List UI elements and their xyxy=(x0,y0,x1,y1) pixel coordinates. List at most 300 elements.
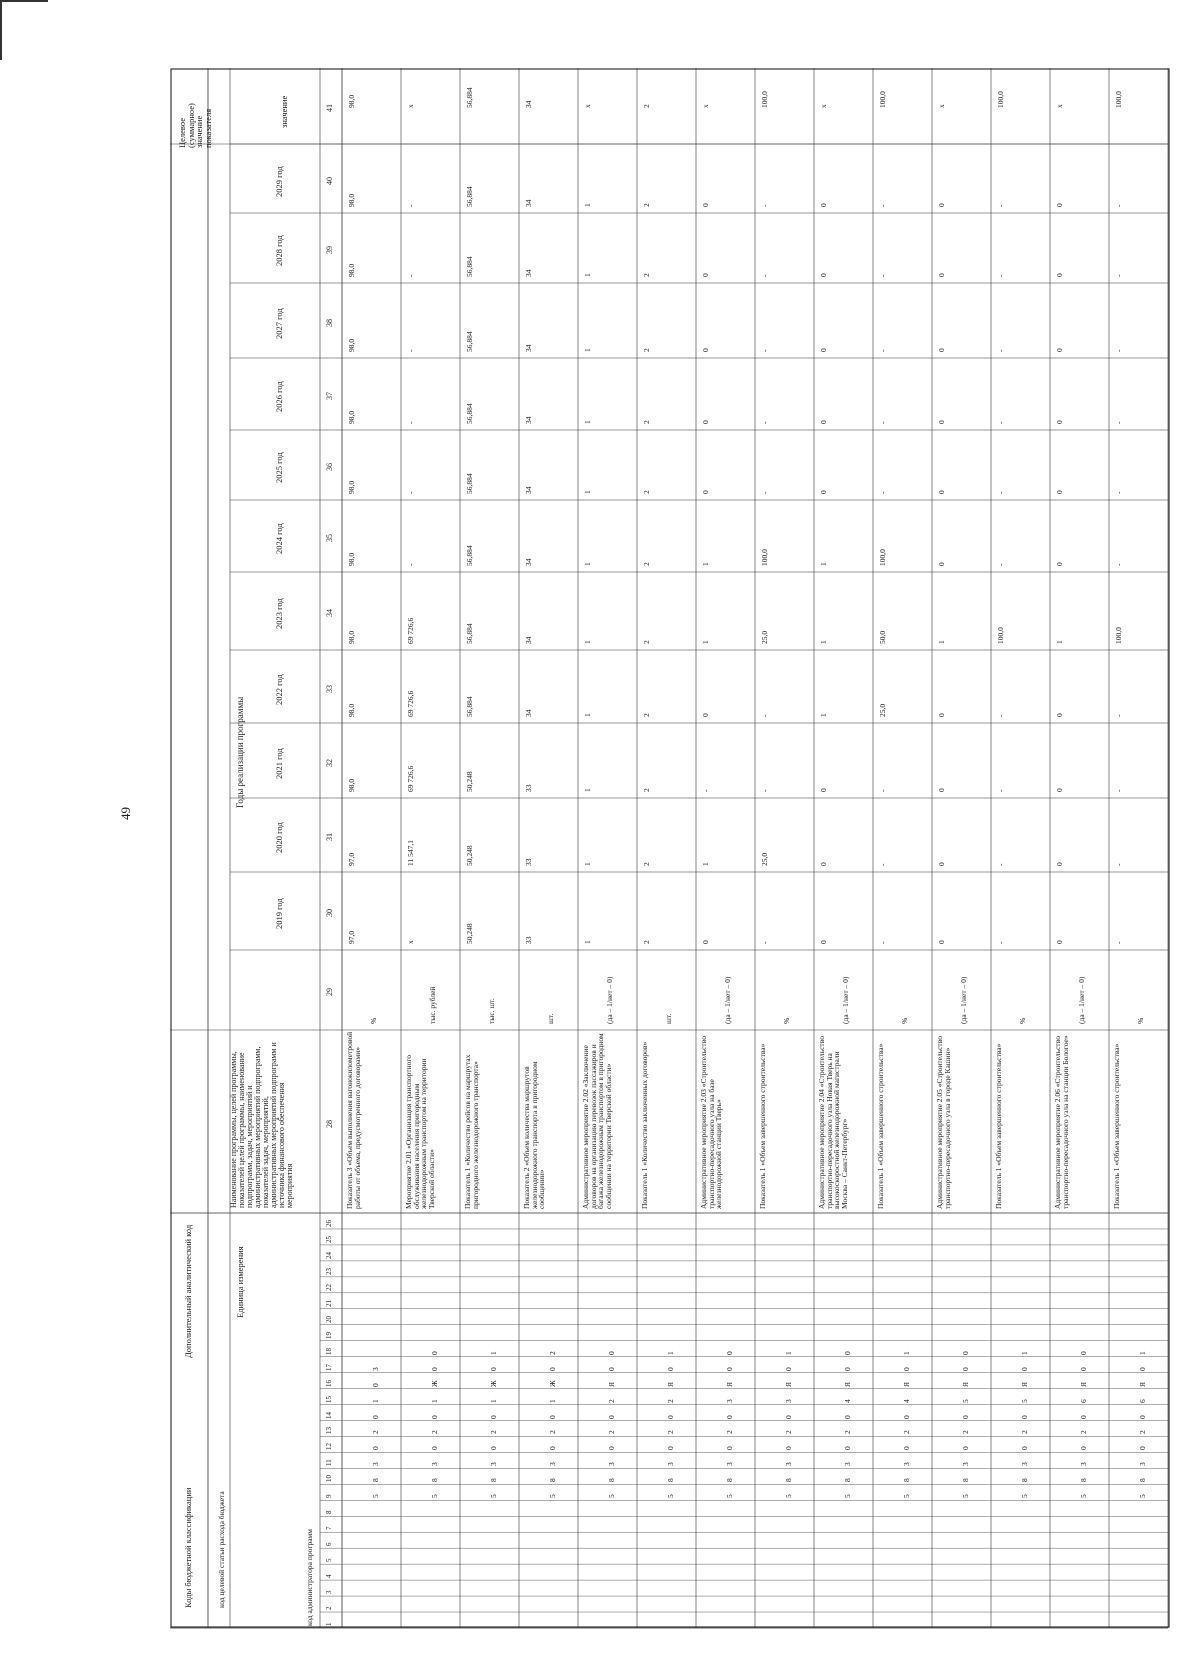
row-code: 0 xyxy=(724,1350,734,1355)
row-value: - xyxy=(1114,714,1123,717)
row-value: 56,884 xyxy=(465,331,474,352)
column-number: 21 xyxy=(325,1299,333,1307)
row-code: 5 xyxy=(547,1494,557,1499)
row-value: - xyxy=(996,941,1005,944)
row-code: 2 xyxy=(901,1430,911,1435)
row-code: 5 xyxy=(1137,1494,1147,1499)
row-value: 100,0 xyxy=(760,549,769,566)
row-code: 6 xyxy=(1078,1398,1088,1403)
row-code: 8 xyxy=(1137,1478,1147,1483)
column-number: 5 xyxy=(325,1558,333,1563)
column-number: 30 xyxy=(325,909,334,917)
row-unit: % xyxy=(368,1017,378,1024)
row-code: 0 xyxy=(724,1446,734,1451)
row-value: х xyxy=(406,940,415,944)
row-target: 34 xyxy=(524,100,533,108)
row-value: 0 xyxy=(701,273,710,277)
table-grid xyxy=(170,68,1170,1648)
unit-header: Единица измерения xyxy=(235,1246,245,1318)
row-value: 34 xyxy=(524,344,533,352)
row-code: Я xyxy=(1078,1381,1088,1387)
row-code: 1 xyxy=(370,1398,380,1403)
row-value: 0 xyxy=(701,203,710,207)
row-value: 1 xyxy=(583,490,592,494)
additional-code-header: Дополнительный аналитический код xyxy=(183,1224,193,1358)
row-value: 0 xyxy=(1055,788,1064,792)
column-number: 15 xyxy=(325,1395,333,1403)
years-header: Годы реализации программы xyxy=(235,696,245,808)
row-code: 0 xyxy=(1078,1414,1088,1419)
row-name: Административное мероприятие 2.02 «Заключение договоров на организацию перевозок пассажиров и багажа железнодорожным транспортом в пригородном сообщении на территории Тверской области» xyxy=(581,1033,613,1209)
row-value: 34 xyxy=(524,709,533,717)
row-code: 2 xyxy=(665,1398,675,1403)
row-value: 69 726,6 xyxy=(406,765,415,792)
row-value: 34 xyxy=(524,199,533,207)
year-header: 2024 год xyxy=(274,523,284,554)
row-code: Ж xyxy=(488,1379,498,1387)
row-code: 0 xyxy=(488,1446,498,1451)
row-code: Я xyxy=(1137,1381,1147,1387)
row-code: 2 xyxy=(547,1430,557,1435)
row-value: 34 xyxy=(524,636,533,644)
row-value: 0 xyxy=(701,713,710,717)
row-value: - xyxy=(406,491,415,494)
row-value: - xyxy=(996,491,1005,494)
row-value: 100,0 xyxy=(996,627,1005,644)
row-value: - xyxy=(406,421,415,424)
row-name: Показатель 1 «Объем завершенного строительства» xyxy=(994,1043,1003,1209)
row-value: 0 xyxy=(1055,348,1064,352)
column-number: 38 xyxy=(325,318,334,327)
row-value: 2 xyxy=(642,862,651,866)
row-value: 25,0 xyxy=(760,630,769,644)
row-value: 0 xyxy=(937,862,946,866)
row-code: 0 xyxy=(370,1446,380,1451)
row-value: 50,248 xyxy=(465,845,474,866)
row-code: 8 xyxy=(429,1478,439,1483)
row-code: 8 xyxy=(1019,1478,1029,1483)
row-value: 0 xyxy=(819,348,828,352)
row-target: 100,0 xyxy=(996,91,1005,108)
row-value: 1 xyxy=(583,203,592,207)
row-target: 2 xyxy=(642,104,651,108)
row-code: 0 xyxy=(606,1446,616,1451)
row-code: 5 xyxy=(606,1494,616,1499)
row-value: 1 xyxy=(819,713,828,717)
row-value: 0 xyxy=(701,420,710,424)
column-number: 28 xyxy=(325,1119,334,1128)
row-code: 0 xyxy=(429,1446,439,1451)
row-code: 5 xyxy=(429,1494,439,1499)
column-number: 40 xyxy=(325,176,334,185)
row-value: - xyxy=(996,789,1005,792)
row-value: 0 xyxy=(819,273,828,277)
column-number: 25 xyxy=(325,1235,333,1243)
column-number: 34 xyxy=(325,609,334,617)
year-header: 2022 год xyxy=(274,673,284,705)
row-code: 3 xyxy=(901,1462,911,1467)
row-code: 0 xyxy=(960,1366,970,1371)
row-value: 50,0 xyxy=(878,630,887,644)
row-code: 0 xyxy=(488,1366,498,1371)
row-value: 56,884 xyxy=(465,545,474,566)
column-number: 41 xyxy=(325,104,334,112)
row-value: 1 xyxy=(819,640,828,644)
row-value: 0 xyxy=(819,203,828,207)
row-unit: % xyxy=(781,1017,791,1024)
row-value: 1 xyxy=(937,640,946,644)
row-value: - xyxy=(760,941,769,944)
row-code: 1 xyxy=(429,1398,439,1403)
row-code: 3 xyxy=(370,1462,380,1467)
row-value: 0 xyxy=(937,273,946,277)
row-value: 98,0 xyxy=(347,338,356,352)
row-value: - xyxy=(1114,863,1123,866)
row-value: - xyxy=(1114,491,1123,494)
row-value: - xyxy=(996,563,1005,566)
column-number: 6 xyxy=(325,1542,333,1547)
row-value: 0 xyxy=(1055,273,1064,277)
row-code: 0 xyxy=(665,1366,675,1371)
value-header: значение xyxy=(279,95,289,128)
row-value: - xyxy=(996,349,1005,352)
row-value: - xyxy=(1114,274,1123,277)
row-value: 98,0 xyxy=(347,778,356,792)
row-code: 0 xyxy=(1078,1350,1088,1355)
row-value: 0 xyxy=(819,788,828,792)
row-name: Показатель 1 «Количество заключенных договоров» xyxy=(640,1041,649,1209)
column-number: 31 xyxy=(325,833,334,841)
row-code: 5 xyxy=(960,1398,970,1403)
row-code: 8 xyxy=(901,1478,911,1483)
column-number: 26 xyxy=(325,1219,333,1227)
row-code: 5 xyxy=(1078,1494,1088,1499)
row-value: 0 xyxy=(1055,203,1064,207)
row-unit: (да – 1/нет – 0) xyxy=(722,976,732,1024)
row-target: 56,884 xyxy=(465,87,474,108)
row-code: 8 xyxy=(370,1478,380,1483)
row-code: 3 xyxy=(1137,1462,1147,1467)
row-value: - xyxy=(1114,789,1123,792)
row-code: 8 xyxy=(488,1478,498,1483)
admin-code-header: код администратора программ xyxy=(305,1528,314,1626)
row-value: 98,0 xyxy=(347,410,356,424)
row-code: 0 xyxy=(547,1446,557,1451)
row-code: 0 xyxy=(901,1446,911,1451)
row-value: - xyxy=(760,349,769,352)
row-code: 0 xyxy=(1137,1414,1147,1419)
row-value: - xyxy=(996,274,1005,277)
row-value: 0 xyxy=(1055,562,1064,566)
row-code: Я xyxy=(901,1381,911,1387)
row-value: 98,0 xyxy=(347,552,356,566)
column-number: 2 xyxy=(325,1606,333,1611)
row-value: 0 xyxy=(937,490,946,494)
row-code: 0 xyxy=(606,1366,616,1371)
row-code: 0 xyxy=(842,1366,852,1371)
row-target: х xyxy=(583,104,592,108)
row-code: 2 xyxy=(606,1430,616,1435)
row-value: 0 xyxy=(701,348,710,352)
column-number: 16 xyxy=(325,1379,333,1387)
row-code: 1 xyxy=(783,1350,793,1355)
row-code: 2 xyxy=(960,1430,970,1435)
row-code: 2 xyxy=(370,1430,380,1435)
row-code: 0 xyxy=(960,1350,970,1355)
row-value: 1 xyxy=(819,562,828,566)
row-value: 1 xyxy=(583,788,592,792)
row-code: 0 xyxy=(842,1446,852,1451)
row-code: Ж xyxy=(547,1379,557,1387)
row-value: 25,0 xyxy=(878,703,887,717)
column-number: 37 xyxy=(325,392,334,400)
row-code: 4 xyxy=(842,1398,852,1403)
row-code: 8 xyxy=(783,1478,793,1483)
row-value: 0 xyxy=(701,940,710,944)
scan-corner-mark-left xyxy=(0,0,2,60)
row-value: 0 xyxy=(937,348,946,352)
row-value: 50,248 xyxy=(465,923,474,944)
row-value: 2 xyxy=(642,273,651,277)
row-value: - xyxy=(1114,941,1123,944)
year-header: 2021 год xyxy=(274,747,284,779)
year-header: 2029 год xyxy=(274,165,284,197)
row-target: х xyxy=(1055,104,1064,108)
row-value: 97,0 xyxy=(347,930,356,944)
row-code: 0 xyxy=(901,1366,911,1371)
row-value: 2 xyxy=(642,348,651,352)
row-value: 98,0 xyxy=(347,193,356,207)
row-unit: (да – 1/нет – 0) xyxy=(604,976,614,1024)
row-code: 3 xyxy=(488,1462,498,1467)
row-code: 2 xyxy=(1019,1430,1029,1435)
row-value: - xyxy=(760,204,769,207)
row-value: 0 xyxy=(937,940,946,944)
row-value: 1 xyxy=(583,862,592,866)
column-number: 18 xyxy=(325,1347,333,1355)
year-header: 2023 год xyxy=(274,598,284,629)
row-code: 3 xyxy=(960,1462,970,1467)
column-number: 4 xyxy=(325,1574,333,1579)
row-code: 3 xyxy=(783,1398,793,1403)
row-code: Я xyxy=(665,1381,675,1387)
row-target: х xyxy=(819,104,828,108)
row-unit: (да – 1/нет – 0) xyxy=(840,976,850,1024)
row-code: 2 xyxy=(429,1430,439,1435)
row-value: 1 xyxy=(583,713,592,717)
row-code: 0 xyxy=(547,1414,557,1419)
year-header: 2026 год xyxy=(274,381,284,412)
row-name: Административное мероприятие 2.03 «Строительство транспортно-пересадочного узла на базе железнодорожной станции Тверь» xyxy=(699,1036,723,1209)
column-number: 7 xyxy=(325,1526,333,1531)
column-number: 19 xyxy=(325,1331,333,1339)
row-code: 0 xyxy=(370,1382,380,1387)
column-number: 32 xyxy=(325,758,334,767)
row-code: 0 xyxy=(606,1350,616,1355)
row-code: 3 xyxy=(429,1462,439,1467)
row-value: - xyxy=(878,349,887,352)
row-value: - xyxy=(1114,563,1123,566)
row-target: 100,0 xyxy=(1114,91,1123,108)
row-name: Показатель 1 «Количество рейсов на маршрутах пригородного железнодорожного транспорта» xyxy=(463,1054,480,1209)
column-number: 33 xyxy=(325,684,334,693)
row-code: Ж xyxy=(429,1379,439,1387)
row-code: 0 xyxy=(665,1446,675,1451)
row-code: 0 xyxy=(783,1414,793,1419)
row-code: 2 xyxy=(606,1398,616,1403)
row-code: 8 xyxy=(547,1478,557,1483)
row-value: - xyxy=(406,274,415,277)
row-value: 0 xyxy=(819,940,828,944)
row-unit: (да – 1/нет – 0) xyxy=(1076,976,1086,1024)
row-code: 0 xyxy=(783,1446,793,1451)
name-header: Наименование программы, целей программы, показателей целей программы, наименование подпрограмм, задач, мероприятий и административных мероприятий подпрограмм, показателей задач, мероприятий, административных мероприятий подпрограмм и источника финансового обеспечения мероприятия xyxy=(229,1042,294,1208)
column-number: 22 xyxy=(325,1283,333,1291)
row-value: 33 xyxy=(524,858,533,866)
row-value: - xyxy=(996,863,1005,866)
row-name: Показатель 3 «Объем выполнения вагонокилометровой работы от объема, предусмотренного договорами» xyxy=(345,1031,362,1209)
row-code: 3 xyxy=(665,1462,675,1467)
row-value: 2 xyxy=(642,490,651,494)
row-value: 0 xyxy=(819,420,828,424)
column-number: 3 xyxy=(325,1590,333,1595)
column-number: 13 xyxy=(325,1427,333,1435)
row-code: 0 xyxy=(960,1414,970,1419)
row-code: 2 xyxy=(1137,1430,1147,1435)
row-target: 98,0 xyxy=(347,94,356,108)
row-value: - xyxy=(878,941,887,944)
row-target: х xyxy=(406,104,415,108)
row-value: 98,0 xyxy=(347,630,356,644)
row-value: 0 xyxy=(701,490,710,494)
row-code: 2 xyxy=(488,1430,498,1435)
row-code: 1 xyxy=(547,1398,557,1403)
row-value: 0 xyxy=(1055,420,1064,424)
row-value: - xyxy=(406,204,415,207)
row-value: - xyxy=(760,421,769,424)
row-code: 0 xyxy=(1019,1446,1029,1451)
row-value: - xyxy=(760,491,769,494)
column-number: 29 xyxy=(325,988,334,996)
row-value: - xyxy=(878,863,887,866)
row-code: 0 xyxy=(783,1366,793,1371)
scan-corner-mark-top xyxy=(0,0,48,2)
row-value: - xyxy=(1114,349,1123,352)
row-value: 98,0 xyxy=(347,703,356,717)
row-code: Я xyxy=(960,1381,970,1387)
row-code: 5 xyxy=(783,1494,793,1499)
row-code: 0 xyxy=(665,1414,675,1419)
column-number: 9 xyxy=(325,1494,333,1499)
year-header: 2019 год xyxy=(274,898,284,929)
row-value: 0 xyxy=(937,420,946,424)
row-code: 2 xyxy=(547,1350,557,1355)
row-code: 8 xyxy=(1078,1478,1088,1483)
row-unit: шт. xyxy=(663,1013,673,1024)
column-number: 10 xyxy=(325,1475,333,1483)
row-value: 1 xyxy=(583,562,592,566)
row-value: - xyxy=(996,714,1005,717)
row-value: 34 xyxy=(524,558,533,566)
row-code: 0 xyxy=(1019,1366,1029,1371)
row-value: 1 xyxy=(583,420,592,424)
row-value: - xyxy=(760,274,769,277)
row-code: 0 xyxy=(429,1366,439,1371)
row-value: 56,884 xyxy=(465,696,474,717)
row-value: 1 xyxy=(701,562,710,566)
row-value: 69 726,6 xyxy=(406,617,415,644)
row-value: - xyxy=(760,789,769,792)
row-code: 2 xyxy=(783,1430,793,1435)
row-code: 8 xyxy=(960,1478,970,1483)
row-code: 2 xyxy=(842,1430,852,1435)
row-value: 1 xyxy=(701,862,710,866)
row-value: - xyxy=(996,421,1005,424)
row-name: Административное мероприятие 2.04 «Строительство транспортно-пересадочного узла Новая Тверь на высокоскоростной железнодорожной магистрали Москва – Санкт-Петербург» xyxy=(817,1036,849,1209)
row-name: Показатель 1 «Объем завершенного строительства» xyxy=(758,1043,767,1209)
row-code: 8 xyxy=(724,1478,734,1483)
row-value: 2 xyxy=(642,562,651,566)
row-code: 0 xyxy=(488,1414,498,1419)
row-code: 5 xyxy=(1019,1398,1029,1403)
row-target: 100,0 xyxy=(760,91,769,108)
row-code: 0 xyxy=(429,1350,439,1355)
row-value: 56,884 xyxy=(465,256,474,277)
row-value: 100,0 xyxy=(878,549,887,566)
row-code: 6 xyxy=(1137,1398,1147,1403)
row-value: 0 xyxy=(1055,862,1064,866)
row-code: 1 xyxy=(1137,1350,1147,1355)
row-value: 2 xyxy=(642,713,651,717)
row-value: 2 xyxy=(642,940,651,944)
row-value: 0 xyxy=(1055,940,1064,944)
row-value: 0 xyxy=(937,788,946,792)
row-value: 1 xyxy=(583,348,592,352)
expense-code-header: код целевой статьи расхода бюджета xyxy=(217,1491,226,1608)
row-code: 3 xyxy=(370,1366,380,1371)
row-code: 5 xyxy=(901,1494,911,1499)
row-value: 97,0 xyxy=(347,852,356,866)
row-value: 56,884 xyxy=(465,473,474,494)
column-number: 14 xyxy=(325,1411,333,1419)
row-code: 3 xyxy=(1019,1462,1029,1467)
page-number: 49 xyxy=(118,807,133,820)
codes-budget-header: Коды бюджетной классификации xyxy=(183,1487,193,1608)
row-code: 0 xyxy=(842,1414,852,1419)
row-value: - xyxy=(1114,204,1123,207)
row-value: 100,0 xyxy=(1114,627,1123,644)
row-value: 34 xyxy=(524,486,533,494)
row-value: 98,0 xyxy=(347,480,356,494)
column-number: 12 xyxy=(325,1443,333,1451)
row-value: 33 xyxy=(524,784,533,792)
row-code: 5 xyxy=(1019,1494,1029,1499)
row-code: Я xyxy=(1019,1381,1029,1387)
row-value: 1 xyxy=(583,940,592,944)
row-value: 0 xyxy=(937,203,946,207)
table-border xyxy=(171,69,1169,1627)
row-value: - xyxy=(996,204,1005,207)
column-number: 35 xyxy=(325,534,334,542)
row-code: 0 xyxy=(606,1414,616,1419)
row-value: 0 xyxy=(819,862,828,866)
row-code: 3 xyxy=(842,1462,852,1467)
row-code: 2 xyxy=(665,1430,675,1435)
column-number: 1 xyxy=(325,1622,333,1626)
row-code: Я xyxy=(606,1381,616,1387)
row-code: 0 xyxy=(370,1414,380,1419)
row-value: 2 xyxy=(642,640,651,644)
